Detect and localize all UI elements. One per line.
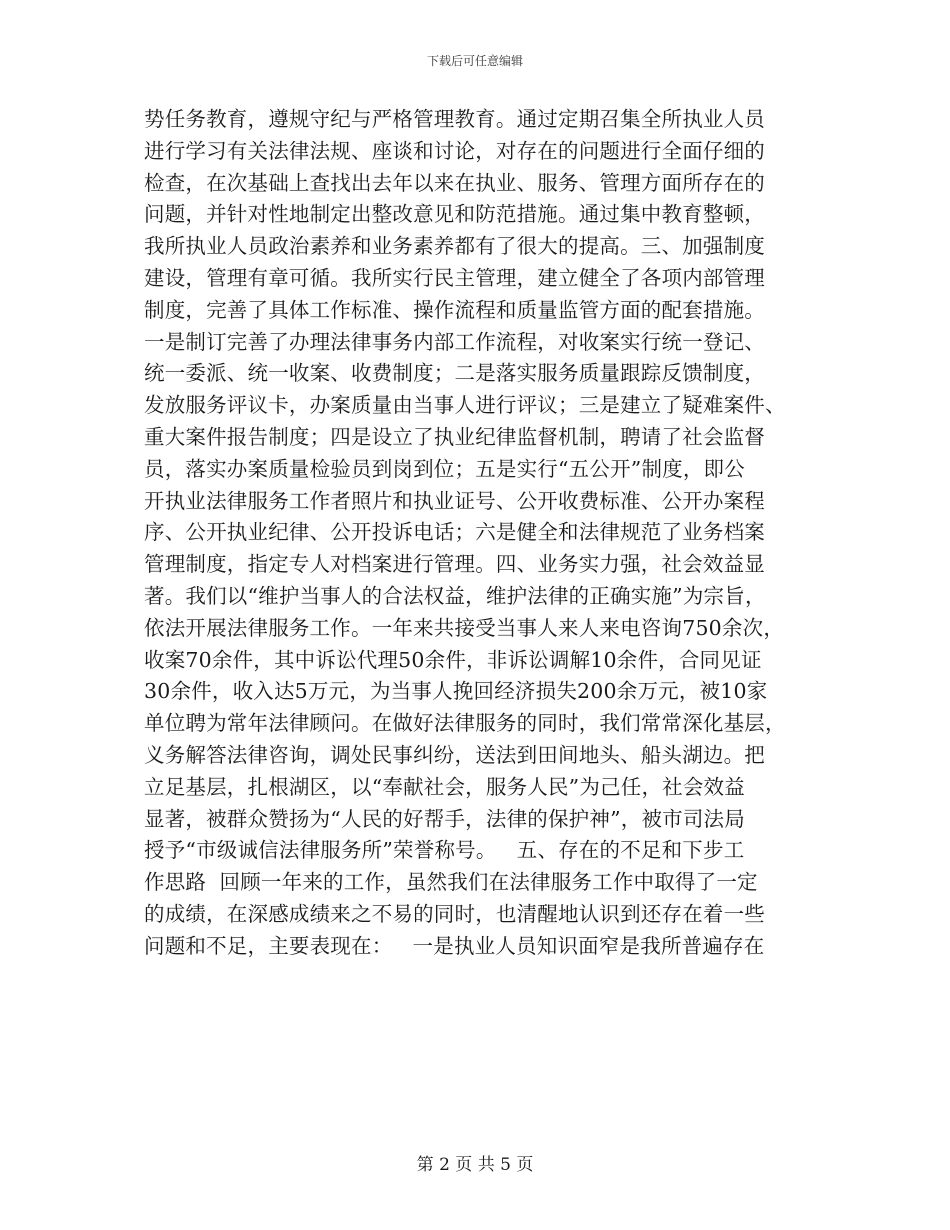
body-line: 立足基层，扎根湖区，以“奉献社会，服务人民”为己任，社会效益	[144, 774, 745, 799]
body-line: 显著，被群众赞扬为“人民的好帮手，法律的保护神”，被市司法局	[144, 806, 745, 831]
page-header-note: 下载后可任意编辑	[426, 54, 523, 68]
body-line: 著。我们以“维护当事人的合法权益，维护法律的正确实施”为宗旨，	[144, 583, 766, 608]
body-line: 发放服务评议卡，办案质量由当事人进行评议；三是建立了疑难案件、	[144, 393, 786, 418]
body-line: 开执业法律服务工作者照片和执业证号、公开收费标准、公开办案程	[144, 488, 765, 513]
body-line: 作思路 回顾一年来的工作，虽然我们在法律服务工作中取得了一定	[144, 870, 758, 895]
body-line: 建设，管理有章可循。我所实行民主管理，建立健全了各项内部管理	[144, 265, 765, 290]
body-line: 统一委派、统一收案、收费制度；二是落实服务质量跟踪反馈制度，	[144, 361, 765, 386]
body-line: 员，落实办案质量检验员到岗到位；五是实行“五公开”制度，即公	[144, 456, 745, 481]
page-number: 第 2 页 共 5 页	[416, 1155, 534, 1175]
body-line: 依法开展法律服务工作。一年来共接受当事人来人来电咨询750余次，	[144, 615, 785, 640]
body-line: 收案70余件，其中诉讼代理50余件，非诉讼调解10余件，合同见证	[144, 647, 762, 672]
body-line: 一是制订完善了办理法律事务内部工作流程，对收案实行统一登记、	[144, 329, 765, 354]
body-line: 进行学习有关法律法规、座谈和讨论，对存在的问题进行全面仔细的	[144, 138, 765, 163]
body-line: 的成绩，在深感成绩来之不易的同时，也清醒地认识到还存在着一些	[144, 901, 765, 926]
body-line: 势任务教育，遵规守纪与严格管理教育。通过定期召集全所执业人员	[144, 107, 765, 131]
body-line: 检查，在次基础上查找出去年以来在执业、服务、管理方面所存在的	[144, 170, 765, 195]
body-line: 重大案件报告制度；四是设立了执业纪律监督机制，聘请了社会监督	[144, 424, 765, 449]
document-body	[144, 104, 834, 963]
body-line: 30余件，收入达5万元，为当事人挽回经济损失200余万元，被10家	[144, 679, 768, 704]
body-line: 序、公开执业纪律、公开投诉电话；六是健全和法律规范了业务档案	[144, 520, 765, 545]
body-line: 管理制度，指定专人对档案进行管理。四、业务实力强，社会效益显	[144, 552, 765, 577]
body-line: 义务解答法律咨询，调处民事纠纷，送法到田间地头、船头湖边。把	[144, 742, 765, 767]
body-line: 制度，完善了具体工作标准、操作流程和质量监管方面的配套措施。	[144, 297, 765, 322]
body-line: 问题，并针对性地制定出整改意见和防范措施。通过集中教育整顿，	[144, 202, 765, 227]
body-line: 授予“市级诚信法律服务所”荣誉称号。 五、存在的不足和下步工	[144, 838, 745, 863]
body-line: 单位聘为常年法律顾问。在做好法律服务的同时，我们常常深化基层，	[144, 711, 786, 736]
body-line: 我所执业人员政治素养和业务素养都有了很大的提高。三、加强制度	[144, 234, 765, 259]
body-line: 问题和不足，主要表现在： 一是执业人员知识面窄是我所普遍存在	[144, 933, 765, 958]
